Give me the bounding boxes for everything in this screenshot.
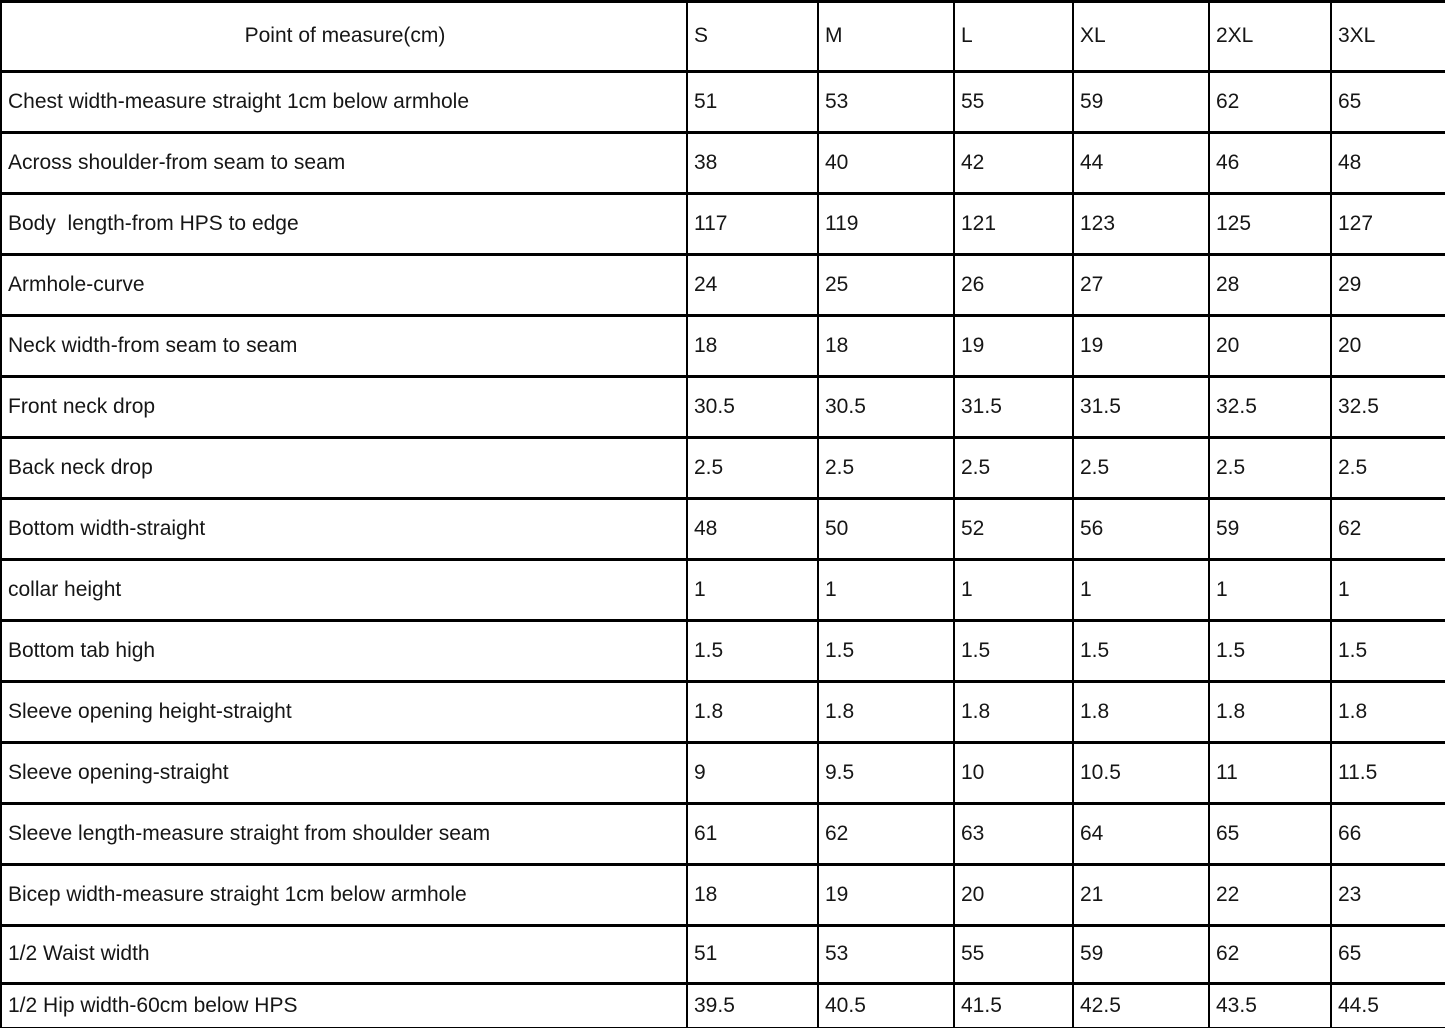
value-cell: 1 bbox=[1073, 560, 1209, 621]
table-row bbox=[1, 255, 1445, 316]
value-cell: 55 bbox=[954, 926, 1073, 984]
measure-label: Body length-from HPS to edge bbox=[1, 194, 687, 255]
value-cell: 2.5 bbox=[818, 438, 954, 499]
value-cell: 51 bbox=[687, 926, 818, 984]
value-cell: 42 bbox=[954, 133, 1073, 194]
value-cell: 1.5 bbox=[1209, 621, 1331, 682]
table-row bbox=[1, 194, 1445, 255]
value-cell: 48 bbox=[1331, 133, 1445, 194]
value-cell: 18 bbox=[818, 316, 954, 377]
value-cell: 121 bbox=[954, 194, 1073, 255]
header-size-xl: XL bbox=[1073, 2, 1209, 72]
value-cell: 1 bbox=[818, 560, 954, 621]
table-row bbox=[1, 560, 1445, 621]
value-cell: 42.5 bbox=[1073, 984, 1209, 1028]
value-cell: 1.8 bbox=[1209, 682, 1331, 743]
value-cell: 2.5 bbox=[1331, 438, 1445, 499]
value-cell: 20 bbox=[1209, 316, 1331, 377]
value-cell: 65 bbox=[1209, 804, 1331, 865]
value-cell: 119 bbox=[818, 194, 954, 255]
value-cell: 64 bbox=[1073, 804, 1209, 865]
value-cell: 18 bbox=[687, 316, 818, 377]
value-cell: 29 bbox=[1331, 255, 1445, 316]
value-cell: 18 bbox=[687, 865, 818, 926]
value-cell: 32.5 bbox=[1331, 377, 1445, 438]
measure-label: Bottom tab high bbox=[1, 621, 687, 682]
value-cell: 53 bbox=[818, 72, 954, 133]
value-cell: 11.5 bbox=[1331, 743, 1445, 804]
value-cell: 1.8 bbox=[954, 682, 1073, 743]
value-cell: 1 bbox=[1209, 560, 1331, 621]
value-cell: 51 bbox=[687, 72, 818, 133]
value-cell: 11 bbox=[1209, 743, 1331, 804]
table-row bbox=[1, 377, 1445, 438]
value-cell: 41.5 bbox=[954, 984, 1073, 1028]
value-cell: 1.8 bbox=[687, 682, 818, 743]
header-point-of-measure: Point of measure(cm) bbox=[1, 2, 687, 72]
value-cell: 59 bbox=[1073, 72, 1209, 133]
value-cell: 125 bbox=[1209, 194, 1331, 255]
value-cell: 117 bbox=[687, 194, 818, 255]
value-cell: 1.8 bbox=[1073, 682, 1209, 743]
value-cell: 59 bbox=[1209, 499, 1331, 560]
value-cell: 1.5 bbox=[954, 621, 1073, 682]
value-cell: 31.5 bbox=[954, 377, 1073, 438]
value-cell: 19 bbox=[954, 316, 1073, 377]
value-cell: 1.5 bbox=[687, 621, 818, 682]
value-cell: 62 bbox=[1331, 499, 1445, 560]
value-cell: 65 bbox=[1331, 926, 1445, 984]
measure-label: Armhole-curve bbox=[1, 255, 687, 316]
value-cell: 19 bbox=[818, 865, 954, 926]
value-cell: 66 bbox=[1331, 804, 1445, 865]
header-row bbox=[1, 2, 1445, 72]
value-cell: 10 bbox=[954, 743, 1073, 804]
value-cell: 44 bbox=[1073, 133, 1209, 194]
table-row bbox=[1, 984, 1445, 1028]
value-cell: 21 bbox=[1073, 865, 1209, 926]
table-row bbox=[1, 438, 1445, 499]
header-size-3xl: 3XL bbox=[1331, 2, 1445, 72]
value-cell: 39.5 bbox=[687, 984, 818, 1028]
value-cell: 9.5 bbox=[818, 743, 954, 804]
measure-label: Sleeve opening height-straight bbox=[1, 682, 687, 743]
value-cell: 2.5 bbox=[954, 438, 1073, 499]
value-cell: 31.5 bbox=[1073, 377, 1209, 438]
value-cell: 2.5 bbox=[1209, 438, 1331, 499]
table-row bbox=[1, 926, 1445, 984]
value-cell: 123 bbox=[1073, 194, 1209, 255]
value-cell: 59 bbox=[1073, 926, 1209, 984]
table-row bbox=[1, 72, 1445, 133]
value-cell: 1.5 bbox=[1073, 621, 1209, 682]
measure-label: Front neck drop bbox=[1, 377, 687, 438]
value-cell: 127 bbox=[1331, 194, 1445, 255]
value-cell: 61 bbox=[687, 804, 818, 865]
value-cell: 53 bbox=[818, 926, 954, 984]
value-cell: 20 bbox=[1331, 316, 1445, 377]
header-size-l: L bbox=[954, 2, 1073, 72]
value-cell: 1.8 bbox=[818, 682, 954, 743]
value-cell: 25 bbox=[818, 255, 954, 316]
value-cell: 50 bbox=[818, 499, 954, 560]
measure-label: 1/2 Hip width-60cm below HPS bbox=[1, 984, 687, 1028]
table-row bbox=[1, 316, 1445, 377]
measure-label: Across shoulder-from seam to seam bbox=[1, 133, 687, 194]
value-cell: 1 bbox=[954, 560, 1073, 621]
table-row bbox=[1, 133, 1445, 194]
measure-label: Neck width-from seam to seam bbox=[1, 316, 687, 377]
value-cell: 44.5 bbox=[1331, 984, 1445, 1028]
value-cell: 63 bbox=[954, 804, 1073, 865]
value-cell: 62 bbox=[818, 804, 954, 865]
value-cell: 26 bbox=[954, 255, 1073, 316]
value-cell: 2.5 bbox=[1073, 438, 1209, 499]
value-cell: 62 bbox=[1209, 72, 1331, 133]
header-size-s: S bbox=[687, 2, 818, 72]
value-cell: 28 bbox=[1209, 255, 1331, 316]
value-cell: 32.5 bbox=[1209, 377, 1331, 438]
value-cell: 46 bbox=[1209, 133, 1331, 194]
measure-label: Chest width-measure straight 1cm below armhole bbox=[1, 72, 687, 133]
table-row bbox=[1, 682, 1445, 743]
value-cell: 23 bbox=[1331, 865, 1445, 926]
measure-label: collar height bbox=[1, 560, 687, 621]
measure-label: Back neck drop bbox=[1, 438, 687, 499]
value-cell: 22 bbox=[1209, 865, 1331, 926]
table-row bbox=[1, 804, 1445, 865]
value-cell: 10.5 bbox=[1073, 743, 1209, 804]
table-body bbox=[1, 72, 1445, 1028]
value-cell: 43.5 bbox=[1209, 984, 1331, 1028]
value-cell: 9 bbox=[687, 743, 818, 804]
measure-label: Sleeve opening-straight bbox=[1, 743, 687, 804]
value-cell: 24 bbox=[687, 255, 818, 316]
value-cell: 48 bbox=[687, 499, 818, 560]
measure-label: Bicep width-measure straight 1cm below armhole bbox=[1, 865, 687, 926]
header-size-2xl: 2XL bbox=[1209, 2, 1331, 72]
value-cell: 2.5 bbox=[687, 438, 818, 499]
value-cell: 1.5 bbox=[1331, 621, 1445, 682]
table-row bbox=[1, 743, 1445, 804]
value-cell: 56 bbox=[1073, 499, 1209, 560]
value-cell: 1.5 bbox=[818, 621, 954, 682]
value-cell: 38 bbox=[687, 133, 818, 194]
value-cell: 62 bbox=[1209, 926, 1331, 984]
header-size-m: M bbox=[818, 2, 954, 72]
value-cell: 65 bbox=[1331, 72, 1445, 133]
table-row bbox=[1, 865, 1445, 926]
value-cell: 1 bbox=[687, 560, 818, 621]
value-cell: 27 bbox=[1073, 255, 1209, 316]
measure-label: Bottom width-straight bbox=[1, 499, 687, 560]
value-cell: 40.5 bbox=[818, 984, 954, 1028]
value-cell: 52 bbox=[954, 499, 1073, 560]
table-row bbox=[1, 621, 1445, 682]
value-cell: 20 bbox=[954, 865, 1073, 926]
value-cell: 1.8 bbox=[1331, 682, 1445, 743]
value-cell: 30.5 bbox=[687, 377, 818, 438]
value-cell: 40 bbox=[818, 133, 954, 194]
measure-label: Sleeve length-measure straight from shoulder seam bbox=[1, 804, 687, 865]
value-cell: 55 bbox=[954, 72, 1073, 133]
value-cell: 1 bbox=[1331, 560, 1445, 621]
value-cell: 19 bbox=[1073, 316, 1209, 377]
value-cell: 30.5 bbox=[818, 377, 954, 438]
table-row bbox=[1, 499, 1445, 560]
measure-label: 1/2 Waist width bbox=[1, 926, 687, 984]
